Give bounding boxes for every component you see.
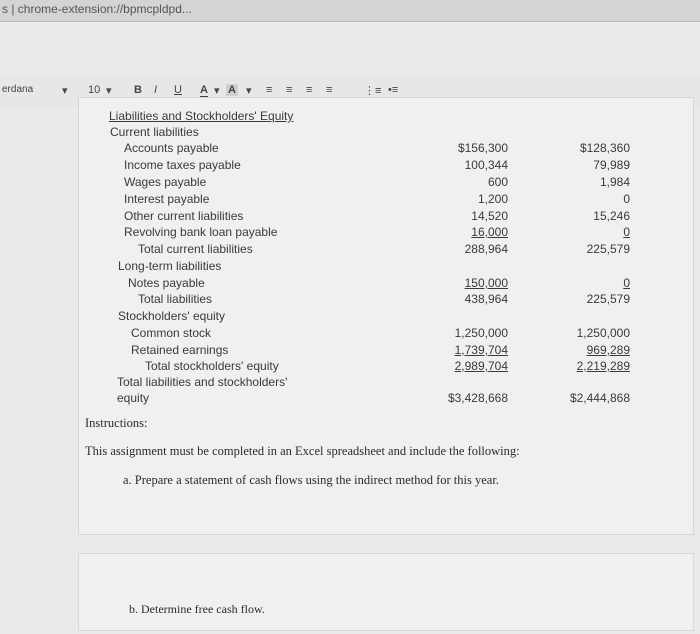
bullet-list-icon[interactable]: •≡: [388, 84, 399, 96]
row-value-prior-year: 1,984: [599, 175, 630, 189]
row-value-current-year: 100,344: [464, 158, 508, 172]
row-label: Interest payable: [124, 192, 210, 206]
chevron-down-icon[interactable]: ▾: [106, 85, 112, 97]
row-label: Common stock: [131, 326, 212, 340]
answer-box[interactable]: [78, 553, 694, 631]
row-label: Total stockholders' equity: [145, 359, 279, 373]
row-value-prior-year: 969,289: [586, 343, 630, 357]
font-name-select[interactable]: erdana: [2, 84, 34, 95]
font-size-select[interactable]: 10: [88, 84, 101, 96]
row-value-prior-year: 2,219,289: [576, 359, 630, 373]
instructions-title: Instructions:: [85, 416, 148, 430]
row-value-current-year: 1,739,704: [454, 343, 508, 357]
row-value-current-year: 600: [487, 175, 508, 189]
statement-heading: Liabilities and Stockholders' Equity: [109, 109, 294, 123]
row-value-prior-year: $128,360: [579, 141, 630, 155]
statement-row: [79, 358, 693, 374]
row-label: Notes payable: [128, 276, 205, 290]
row-label: equity: [117, 391, 150, 405]
row-value-prior-year: 0: [623, 225, 630, 239]
numbered-list-icon[interactable]: ⋮≡: [364, 85, 382, 97]
row-label: Wages payable: [124, 175, 207, 189]
instructions-part-a: a. Prepare a statement of cash flows using the indirect method for this year.: [123, 473, 499, 487]
url-text: s | chrome-extension://bpmcpldpd...: [2, 2, 192, 16]
row-label: Stockholders' equity: [118, 309, 226, 323]
row-label: Accounts payable: [124, 141, 219, 155]
instructions-intro: This assignment must be completed in an Excel spreadsheet and include the following:: [85, 444, 520, 458]
align-right-icon[interactable]: ≡: [306, 84, 313, 96]
row-value-prior-year: 79,989: [593, 158, 630, 172]
row-label: Total liabilities: [138, 292, 213, 306]
row-value-current-year: 288,964: [464, 242, 508, 256]
chevron-down-icon[interactable]: ▾: [214, 85, 220, 97]
align-justify-icon[interactable]: ≡: [326, 84, 333, 96]
question-editor[interactable]: [78, 97, 694, 535]
balance-sheet-statement: [79, 98, 693, 534]
underline-button[interactable]: U: [174, 84, 182, 96]
row-value-prior-year: 225,579: [586, 242, 630, 256]
row-label: Long-term liabilities: [118, 259, 222, 273]
row-value-current-year: 2,989,704: [454, 359, 508, 373]
statement-row: [79, 224, 693, 240]
row-value-prior-year: 15,246: [593, 209, 630, 223]
row-label: Retained earnings: [131, 343, 229, 357]
row-value-prior-year: 225,579: [586, 292, 630, 306]
statement-row: [79, 191, 693, 207]
row-value-current-year: $3,428,668: [447, 391, 508, 405]
row-label: Total liabilities and stockholders': [117, 375, 288, 389]
statement-row: [79, 258, 693, 274]
row-value-current-year: 14,520: [471, 209, 508, 223]
statement-row: [79, 291, 693, 307]
instructions-part-b: b. Determine free cash flow.: [129, 602, 265, 616]
row-value-current-year: 150,000: [464, 276, 508, 290]
row-value-prior-year: $2,444,868: [569, 391, 630, 405]
statement-row: [79, 208, 693, 224]
statement-row: [79, 157, 693, 173]
statement-row: [79, 174, 693, 190]
row-label: Current liabilities: [110, 125, 199, 139]
row-label: Total current liabilities: [138, 242, 253, 256]
row-value-prior-year: 0: [623, 192, 630, 206]
align-left-icon[interactable]: ≡: [266, 84, 273, 96]
row-label: Other current liabilities: [124, 209, 244, 223]
browser-url-bar[interactable]: [0, 0, 700, 22]
row-value-current-year: 1,250,000: [454, 326, 508, 340]
row-value-current-year: 438,964: [464, 292, 508, 306]
statement-row: [79, 374, 693, 390]
row-label: Revolving bank loan payable: [124, 225, 278, 239]
statement-row: [79, 390, 693, 406]
row-value-current-year: 1,200: [477, 192, 508, 206]
chevron-down-icon[interactable]: ▾: [62, 85, 68, 97]
chevron-down-icon[interactable]: ▾: [246, 85, 252, 97]
statement-row: [79, 325, 693, 341]
statement-row: [79, 241, 693, 257]
statement-row: [79, 308, 693, 324]
row-value-current-year: $156,300: [457, 141, 508, 155]
italic-button[interactable]: I: [154, 84, 158, 96]
highlight-button[interactable]: A: [228, 84, 236, 96]
row-value-prior-year: 0: [623, 276, 630, 290]
statement-row: [79, 140, 693, 156]
row-value-prior-year: 1,250,000: [576, 326, 630, 340]
row-value-current-year: 16,000: [471, 225, 508, 239]
bold-button[interactable]: B: [134, 84, 142, 96]
text-color-button[interactable]: A: [200, 84, 208, 96]
statement-row: [79, 342, 693, 358]
statement-row: [79, 275, 693, 291]
align-center-icon[interactable]: ≡: [286, 84, 293, 96]
row-label: Income taxes payable: [124, 158, 241, 172]
statement-row: [79, 124, 693, 140]
